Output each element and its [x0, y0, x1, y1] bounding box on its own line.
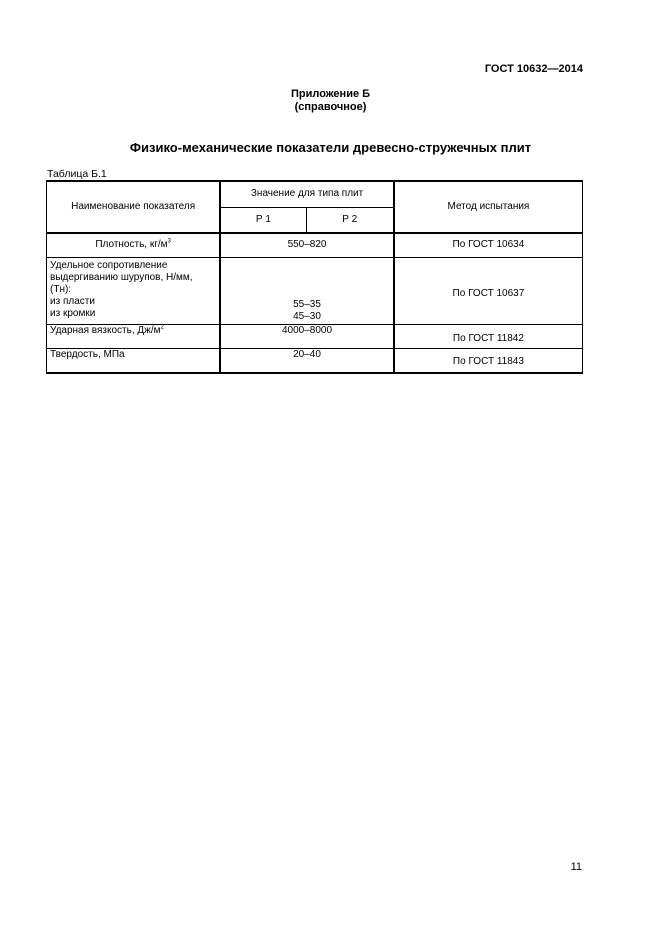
table-row [47, 233, 583, 257]
row-value: 20–40 [220, 348, 394, 373]
appendix-title: Приложение Б [290, 88, 371, 100]
row-name: Удельное сопротивление выдергиванию шурупов, Н/мм, (Тн): из пласти из кромки [47, 257, 221, 324]
header-value-group: Значение для типа плит [220, 181, 394, 207]
row-method: По ГОСТ 10634 [394, 233, 583, 257]
properties-table [46, 180, 583, 374]
row-value: 55–35 45–30 [220, 257, 394, 324]
page-number: 11 [570, 861, 582, 873]
table-row [47, 257, 583, 324]
row-method: По ГОСТ 11842 [394, 324, 583, 348]
table-row [47, 348, 583, 373]
row-name: Твердость, МПа [47, 348, 221, 373]
header-p2: Р 2 [306, 207, 394, 233]
row-name: Ударная вязкость, $Дж/м^2$ [47, 324, 221, 348]
document-code: ГОСТ 10632—2014 [484, 63, 583, 75]
header-name: Наименование показателя [47, 181, 221, 233]
appendix-subtitle: (справочное) [294, 101, 367, 113]
row-method: По ГОСТ 10637 [394, 257, 583, 324]
row-value: 4000–8000 [220, 324, 394, 348]
page-title: Физико-механические показатели древесно-стружечных плит [129, 140, 532, 155]
table-row [47, 324, 583, 348]
header-method: Метод испытания [394, 181, 583, 233]
header-p1: Р 1 [220, 207, 306, 233]
table-caption: Таблица Б.1 [47, 168, 107, 180]
row-name: Плотность, $кг/м^3$ [47, 233, 221, 257]
row-method: По ГОСТ 11843 [394, 348, 583, 373]
row-value: 550–820 [220, 233, 394, 257]
